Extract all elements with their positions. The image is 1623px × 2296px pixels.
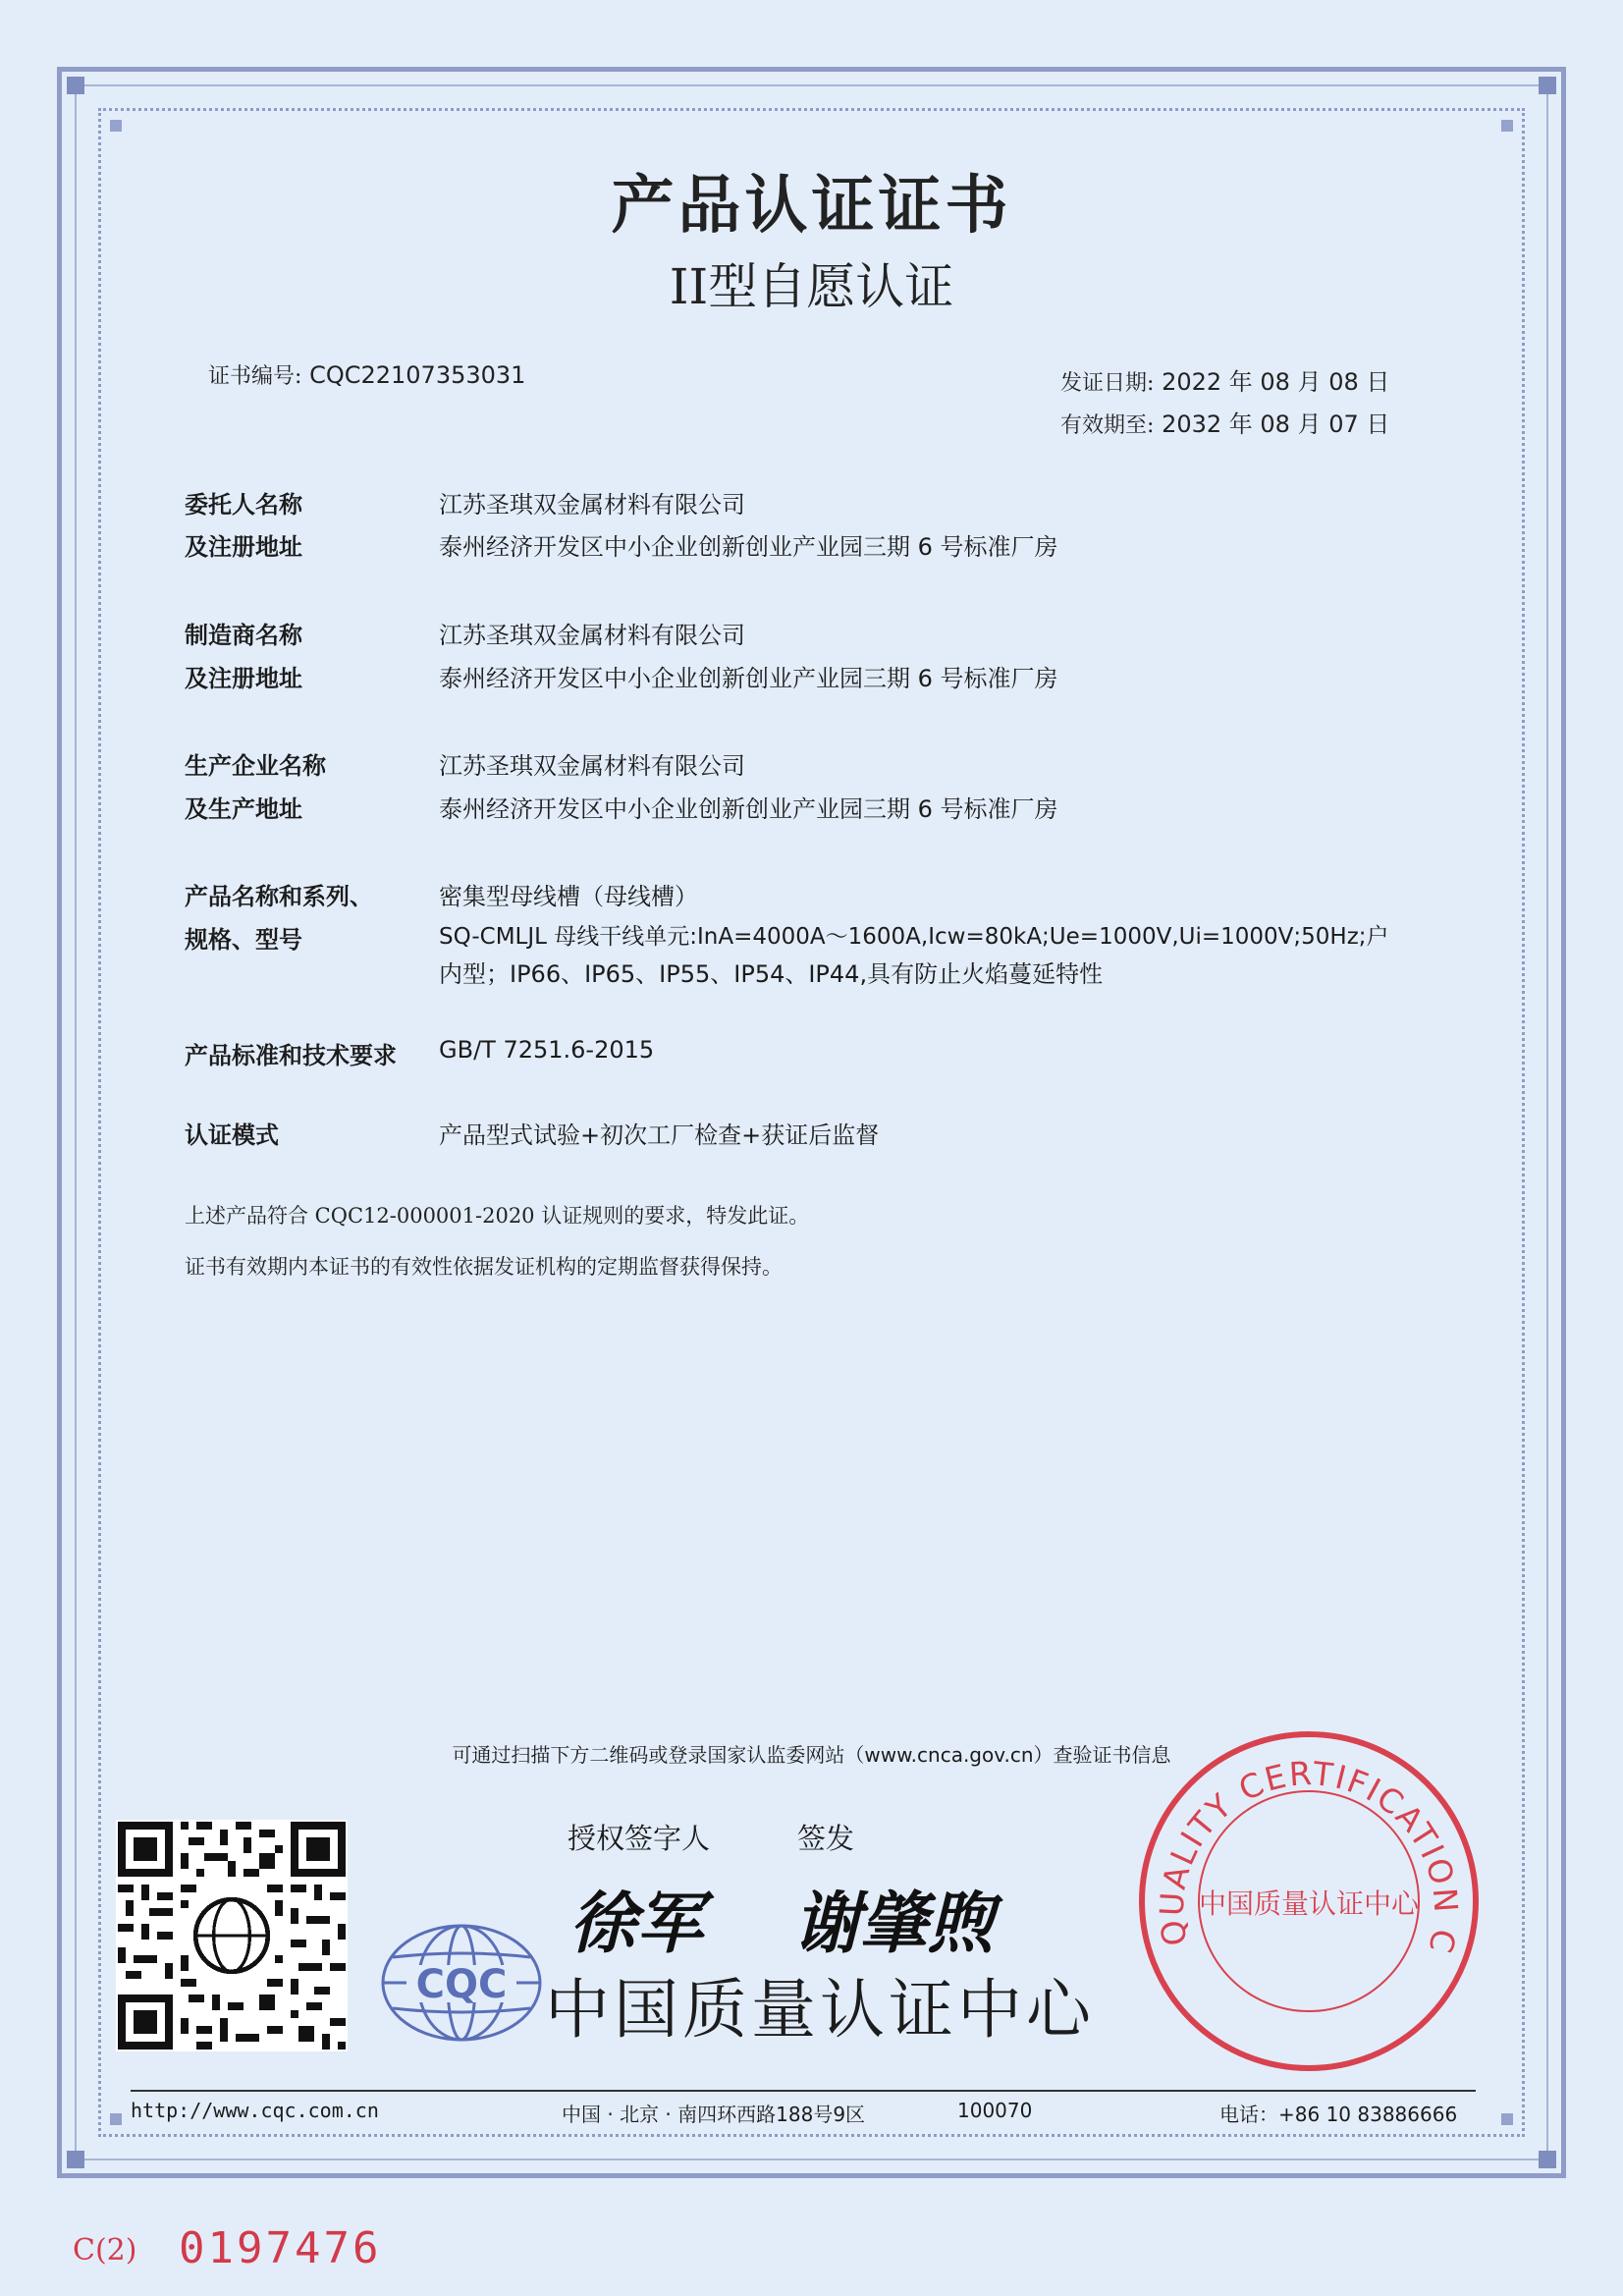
serial-prefix: C(2) (73, 2233, 137, 2268)
factory-name: 江苏圣琪双金属材料有限公司 (439, 752, 745, 780)
issuer-label: 签发 (797, 1822, 855, 1855)
mode-label: 认证模式 (185, 1121, 279, 1149)
footer-address: 中国 · 北京 · 南四环西路188号9区 (562, 2103, 866, 2126)
validity-note: 证书有效期内本证书的有效性依据发证机构的定期监督获得保持。 (185, 1255, 783, 1279)
cqc-logo-text: CQC (415, 1962, 508, 2007)
maker-label: 制造商名称 (185, 622, 302, 649)
expiry-date (1060, 405, 1389, 439)
expiry-date-value: 2032 年 08 月 07 日 (1162, 410, 1390, 438)
footer-phone: 电话：+86 10 83886666 (1219, 2103, 1458, 2126)
standard-label: 产品标准和技术要求 (185, 1042, 397, 1069)
issue-date-label: 发证日期: (1060, 371, 1155, 396)
signature-1: 徐军 (569, 1885, 704, 1963)
certificate-subtitle: II型自愿认证 (669, 258, 954, 315)
certificate-title: 产品认证证书 (611, 169, 1012, 243)
footer-divider (131, 2090, 1476, 2092)
corner-ornament (1539, 2151, 1556, 2168)
product-label: 产品名称和系列、 (185, 883, 373, 910)
organization-name: 中国质量认证中心 (545, 1972, 1095, 2048)
product-spec: SQ-CMLJL 母线干线单元:InA=4000A～1600A,Icw=80kA;Ue=1000V,Ui=1000V;50Hz;户 (439, 924, 1389, 950)
certificate-number (208, 359, 525, 390)
product-model-label: 规格、型号 (185, 926, 302, 954)
compliance-note: 上述产品符合 CQC12-000001-2020 认证规则的要求，特发此证。 (185, 1204, 810, 1228)
issue-date-value: 2022 年 08 月 08 日 (1162, 368, 1390, 396)
client-name: 江苏圣琪双金属材料有限公司 (439, 491, 745, 519)
corner-ornament (67, 2151, 84, 2168)
standard-value: GB/T 7251.6-2015 (439, 1036, 655, 1064)
footer-postcode: 100070 (957, 2099, 1033, 2122)
product-name: 密集型母线槽（母线槽） (439, 883, 698, 910)
verify-note: 可通过扫描下方二维码或登录国家认监委网站（www.cnca.gov.cn）查验证书信息 (452, 1743, 1171, 1767)
maker-name: 江苏圣琪双金属材料有限公司 (439, 622, 745, 649)
client-address: 泰州经济开发区中小企业创新创业产业园三期 6 号标准厂房 (439, 533, 1058, 561)
corner-ornament (110, 2113, 122, 2125)
maker-address: 泰州经济开发区中小企业创新创业产业园三期 6 号标准厂房 (439, 665, 1058, 692)
corner-ornament (1501, 2113, 1513, 2125)
qr-code[interactable] (116, 1820, 348, 2051)
maker-address-label: 及注册地址 (185, 665, 302, 692)
corner-ornament (110, 120, 122, 132)
number-value: CQC22107353031 (309, 361, 526, 389)
expiry-date-label: 有效期至: (1060, 413, 1155, 438)
factory-label: 生产企业名称 (185, 752, 326, 780)
issue-date (1060, 362, 1389, 397)
number-label: 证书编号: (208, 364, 302, 389)
seal-outer-text: QUALITY CERTIFICATION C (1152, 1754, 1466, 1958)
product-spec-continued: 内型；IP66、IP65、IP55、IP54、IP44,具有防止火焰蔓延特性 (439, 960, 1104, 988)
corner-ornament (67, 77, 84, 94)
signature-2: 谢肇煦 (793, 1885, 995, 1963)
footer-website[interactable]: http://www.cqc.com.cn (131, 2099, 379, 2122)
mode-value: 产品型式试验+初次工厂检查+获证后监督 (439, 1121, 880, 1149)
official-seal (1134, 1726, 1484, 2080)
seal-inner-text: 中国质量认证中心 (1198, 1887, 1420, 1920)
cqc-logo (377, 1922, 546, 2048)
factory-address-label: 及生产地址 (185, 795, 302, 823)
corner-ornament (1539, 77, 1556, 94)
client-label: 委托人名称 (185, 491, 302, 519)
factory-address: 泰州经济开发区中小企业创新创业产业园三期 6 号标准厂房 (439, 795, 1058, 823)
serial-number: 0197476 (179, 2223, 382, 2273)
client-address-label: 及注册地址 (185, 533, 302, 561)
authorized-signer-label: 授权签字人 (568, 1822, 711, 1855)
corner-ornament (1501, 120, 1513, 132)
